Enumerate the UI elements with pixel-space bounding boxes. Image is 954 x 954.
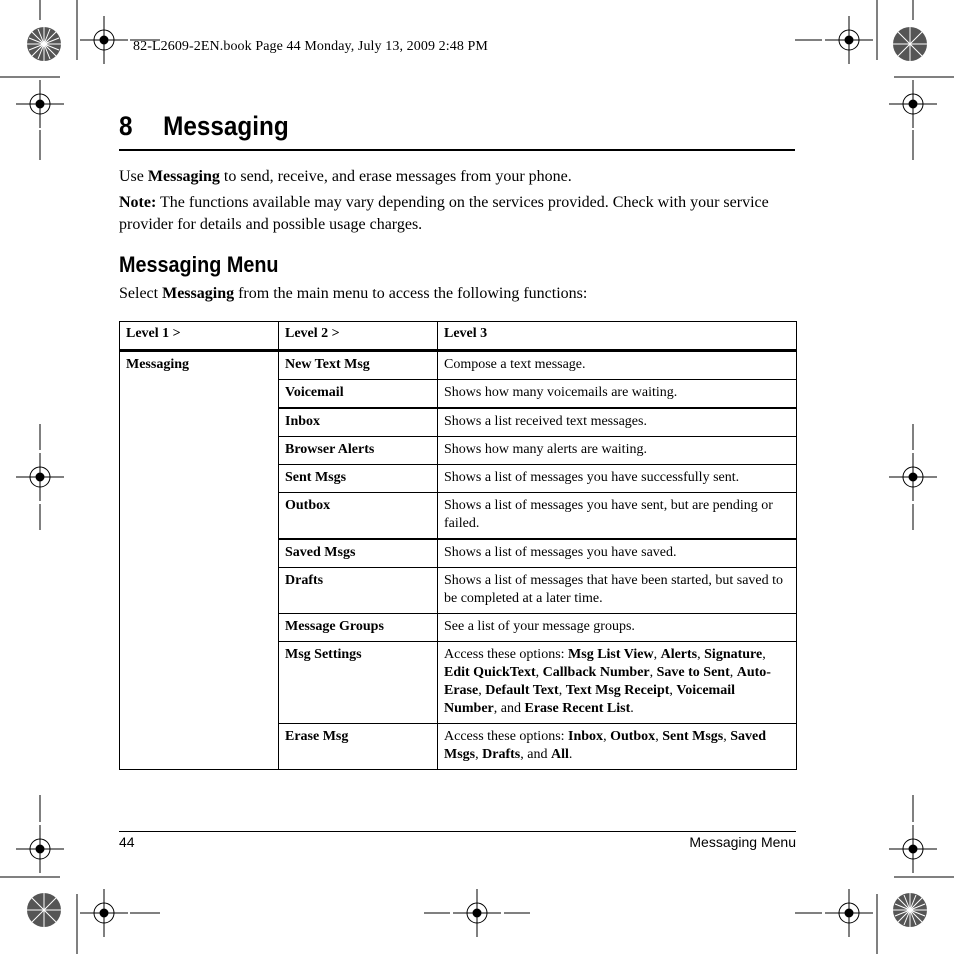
period: .: [630, 701, 634, 716]
option-name: All: [550, 747, 569, 762]
starburst-top-left: [27, 27, 61, 61]
level-3-cell: Shows a list of messages you have saved.: [438, 539, 797, 568]
header-level-2: Level 2 >: [279, 322, 438, 351]
intro-suffix: to send, receive, and erase messages from your phone.: [219, 168, 572, 185]
level-3-cell: Shows a list of messages you have sent, but are pending or failed.: [438, 493, 797, 540]
option-name: Inbox: [568, 729, 604, 744]
option-name: Auto-Erase: [444, 665, 771, 698]
level-2-cell: Outbox: [279, 493, 438, 540]
level-3-cell: Shows a list received text messages.: [438, 408, 797, 437]
crosshair-right-top: [889, 80, 937, 128]
level-3-cell: See a list of your message groups.: [438, 614, 797, 642]
chapter-number: 8: [119, 111, 133, 141]
crosshair-bottom-left: [80, 889, 128, 937]
print-file-header: 82-L2609-2EN.book Page 44 Monday, July 13, 2009 2:48 PM: [133, 39, 488, 54]
level-3-cell: Access these options: Inbox, Outbox, Sent Msgs, Saved Msgs, Drafts, and All.: [438, 724, 797, 770]
footer-section-name: Messaging Menu: [689, 834, 796, 850]
level-2-cell: Drafts: [279, 568, 438, 614]
and-word: and: [527, 747, 548, 762]
select-paragraph: [119, 283, 795, 305]
crosshair-bottom-center: [453, 889, 501, 937]
level-2-cell: Saved Msgs: [279, 539, 438, 568]
level-2-cell: Erase Msg: [279, 724, 438, 770]
note-text: The functions available may vary depending on the services provided. Check with your service provider for details and possible usage charges.: [119, 194, 769, 233]
level-2-cell: Inbox: [279, 408, 438, 437]
note-paragraph: [119, 192, 795, 236]
page-number: 44: [119, 834, 135, 850]
header-level-1: Level 1 >: [120, 322, 279, 351]
option-name: Sent Msgs: [662, 729, 724, 744]
intro-bold: Messaging: [147, 168, 220, 185]
level-3-cell: Access these options: Msg List View, Alerts, Signature, Edit QuickText, Callback Number, Save to Sent, Auto-Erase, Default Text, Text Msg Receipt, Voicemail Number, and Erase Recent List.: [438, 642, 797, 724]
level-2-cell: Voicemail: [279, 380, 438, 409]
select-suffix: from the main menu to access the following functions:: [234, 285, 588, 302]
option-name: Default Text: [485, 683, 559, 698]
option-name: Save to Sent: [656, 665, 730, 680]
option-name: Erase Recent List: [524, 701, 631, 716]
crosshair-bottom-right: [825, 889, 873, 937]
option-name: Outbox: [610, 729, 656, 744]
level-2-cell: Message Groups: [279, 614, 438, 642]
level-3-cell: Shows a list of messages that have been started, but saved to be completed at a later time.: [438, 568, 797, 614]
period: .: [568, 747, 573, 762]
header-level-3: Level 3: [438, 322, 797, 351]
level-2-cell: Msg Settings: [279, 642, 438, 724]
starburst-top-right: [893, 27, 927, 61]
and-word: and: [500, 701, 521, 716]
footer-rule: [119, 831, 796, 832]
level-2-cell: Browser Alerts: [279, 437, 438, 465]
option-name: Msg List View: [568, 647, 654, 662]
chapter-rule: [119, 149, 795, 151]
chapter-name: Messaging: [163, 111, 289, 141]
level-3-prefix: Access these options:: [444, 647, 569, 662]
crosshair-left-bottom: [16, 825, 64, 873]
level-2-cell: New Text Msg: [279, 351, 438, 380]
option-name: Drafts: [482, 747, 521, 762]
note-label: Note:: [119, 194, 157, 211]
table-row: [120, 351, 797, 380]
option-name: Callback Number: [542, 665, 650, 680]
intro-paragraph: [119, 166, 795, 188]
crosshair-right-bottom: [889, 825, 937, 873]
option-name: Voicemail Number: [444, 683, 735, 716]
intro-prefix: Use: [119, 168, 148, 185]
crosshair-top-left: [80, 16, 128, 64]
level-1-cell: Messaging: [120, 351, 279, 770]
crosshair-left-top: [16, 80, 64, 128]
option-name: Saved Msgs: [444, 729, 767, 762]
starburst-bottom-left: [27, 893, 61, 927]
table-header-row: [120, 322, 797, 351]
crosshair-right-middle: [889, 453, 937, 501]
level-3-cell: Shows a list of messages you have successfully sent.: [438, 465, 797, 493]
select-bold: Messaging: [162, 285, 235, 302]
level-3-cell: Shows how many alerts are waiting.: [438, 437, 797, 465]
select-prefix: Select: [119, 285, 163, 302]
level-3-prefix: Access these options:: [444, 729, 569, 744]
level-3-cell: Shows how many voicemails are waiting.: [438, 380, 797, 409]
option-name: Signature: [704, 647, 763, 662]
level-3-cell: Compose a text message.: [438, 351, 797, 380]
option-name: Alerts: [660, 647, 698, 662]
option-name: Text Msg Receipt: [565, 683, 670, 698]
crosshair-left-middle: [16, 453, 64, 501]
chapter-title: [119, 111, 289, 142]
level-2-cell: Sent Msgs: [279, 465, 438, 493]
section-title: Messaging Menu: [119, 252, 279, 277]
messaging-menu-table: [119, 321, 797, 770]
starburst-bottom-right: [893, 893, 927, 927]
crosshair-top-right: [825, 16, 873, 64]
option-name: Edit QuickText: [444, 665, 536, 680]
